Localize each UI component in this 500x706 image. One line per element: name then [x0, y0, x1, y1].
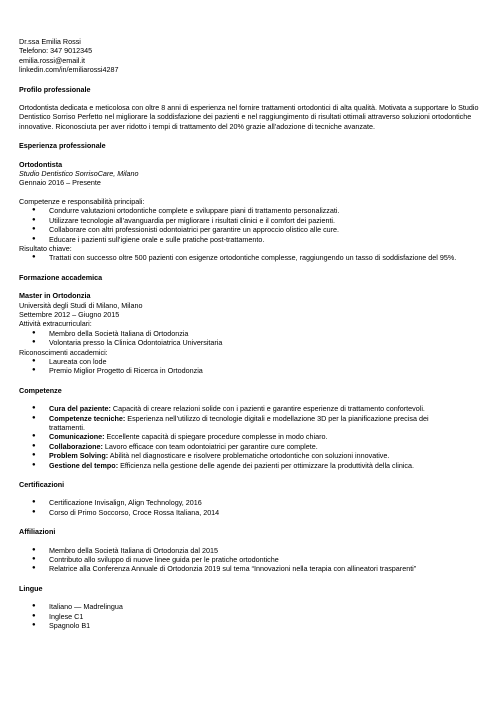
skill-label: Comunicazione:	[49, 432, 105, 442]
affiliations-list	[19, 546, 500, 574]
list-item: ● Italiano — Madrelingua	[32, 602, 500, 611]
section-heading-certifications: Certificazioni	[19, 480, 65, 490]
skill-label: Competenze tecniche:	[49, 413, 126, 423]
awards-list	[19, 357, 500, 376]
list-item: ● Educare i pazienti sull’igiene orale e sulle pratiche post-trattamento.	[32, 235, 500, 244]
skills-list	[19, 404, 462, 470]
skill-text: Efficienza nella gestione delle agende dei pazienti per ottimizzare la produttività della clinica.	[118, 460, 415, 470]
job-dates: Gennaio 2016 – Presente	[19, 178, 101, 188]
skill-label: Gestione del tempo:	[49, 460, 119, 470]
list-item: ● Contributo allo sviluppo di nuove linee guida per le pratiche ortodontiche	[32, 555, 500, 564]
list-item: ● Spagnolo B1	[32, 621, 500, 630]
list-item: ● Laureata con lode	[32, 357, 500, 366]
skill-text: Eccellente capacità di spiegare procedure complesse in modo chiaro.	[104, 432, 328, 442]
contact-phone: Telefono: 347 9012345	[19, 46, 93, 56]
skill-text: Abilità nel diagnosticare e risolvere problematiche ortodontiche con soluzioni innovative.	[108, 451, 390, 461]
degree-title: Master in Ortodonzia	[19, 291, 91, 301]
languages-list	[19, 602, 500, 630]
skill-label: Collaborazione:	[49, 441, 103, 451]
skill-item	[32, 442, 462, 451]
extracurricular-label: Attività extracurriculari:	[19, 319, 92, 329]
job-employer: Studio Dentistico SorrisoCare, Milano	[19, 169, 139, 179]
skill-text: Capacità di creare relazioni solide con i pazienti e garantire esperienze di trattamento confortevoli.	[110, 404, 425, 414]
section-heading-experience: Esperienza professionale	[19, 141, 106, 151]
contact-block	[19, 37, 500, 75]
list-item: ● Certificazione Invisalign, Align Technology, 2016	[32, 498, 500, 507]
education-dates: Settembre 2012 – Giugno 2015	[19, 309, 120, 319]
skill-item	[32, 432, 462, 441]
skill-item	[32, 404, 462, 413]
skill-item	[32, 461, 462, 470]
skill-label: Problem Solving:	[49, 451, 109, 461]
extracurricular-list	[19, 329, 500, 348]
list-item: ● Corso di Primo Soccorso, Croce Rossa Italiana, 2014	[32, 508, 500, 517]
list-item: ● Inglese C1	[32, 612, 500, 621]
skill-label: Cura del paziente:	[49, 404, 111, 414]
contact-name: Dr.ssa Emilia Rossi	[19, 37, 81, 46]
contact-linkedin: linkedin.com/in/emiliarossi4287	[19, 65, 119, 75]
job-title: Ortodontista	[19, 159, 63, 169]
list-item: ● Collaborare con altri professionisti odontoiatrici per garantire un approccio olistico alle cure.	[32, 225, 500, 234]
section-heading-affiliations: Affiliazioni	[19, 527, 56, 537]
list-item: ● Volontaria presso la Clinica Odontoiatrica Universitaria	[32, 338, 500, 347]
awards-label: Riconoscimenti accademici:	[19, 347, 108, 357]
results-list	[19, 253, 500, 262]
list-item: ● Utilizzare tecnologie all’avanguardia per migliorare i risultati clinici e il comfort dei pazienti.	[32, 216, 500, 225]
responsibilities-list	[19, 206, 500, 244]
list-item: ● Premio Miglior Progetto di Ricerca in Ortodonzia	[32, 366, 500, 375]
school-name: Università degli Studi di Milano, Milano	[19, 300, 143, 310]
list-item: ● Condurre valutazioni ortodontiche complete e sviluppare piani di trattamento personalizzati.	[32, 206, 500, 215]
section-heading-education: Formazione accademica	[19, 272, 103, 282]
contact-email: emilia.rossi@email.it	[19, 55, 86, 65]
list-item: ● Trattati con successo oltre 500 pazienti con esigenze ortodontiche complesse, raggiungendo un tasso di soddisfazione del 95%.	[32, 253, 500, 262]
list-item: ● Membro della Società Italiana di Ortodonzia	[32, 329, 500, 338]
section-heading-skills: Competenze	[19, 385, 62, 395]
skill-text: Esperienza nell’utilizzo di tecnologie digitali e modellazione 3D per la pianificazione precisa dei trattamenti.	[49, 413, 429, 432]
list-item: ● Membro della Società Italiana di Ortodonzia dal 2015	[32, 546, 500, 555]
skill-item	[32, 414, 462, 433]
section-heading-languages: Lingue	[19, 583, 43, 593]
skill-item	[32, 451, 462, 460]
section-heading-profile: Profilo professionale	[19, 84, 91, 94]
certifications-list	[19, 498, 500, 517]
responsibilities-label: Competenze e responsabilità principali:	[19, 196, 145, 206]
skill-text: Lavoro efficace con team odontoiatrici per garantire cure complete.	[102, 441, 318, 451]
list-item: ● Relatrice alla Conferenza Annuale di Ortodonzia 2019 sul tema “Innovazioni nella terapia con allineatori trasparenti”	[32, 564, 500, 573]
profile-text: Ortodontista dedicata e meticolosa con oltre 8 anni di esperienza nel fornire trattamenti ortodontici di alta qualità. Motivata a supportare lo Studio Dentistico Sorriso Perfetto nel migliorare la soddisfazione dei pazienti e nel raggiungimento di risultati ottimali attraverso soluzioni ortodontiche innovative. Riconosciuta per aver ridotto i tempi di trattamento del 20% grazie all’adozione di tecniche avanzate.	[19, 103, 479, 131]
results-label: Risultato chiave:	[19, 243, 72, 253]
